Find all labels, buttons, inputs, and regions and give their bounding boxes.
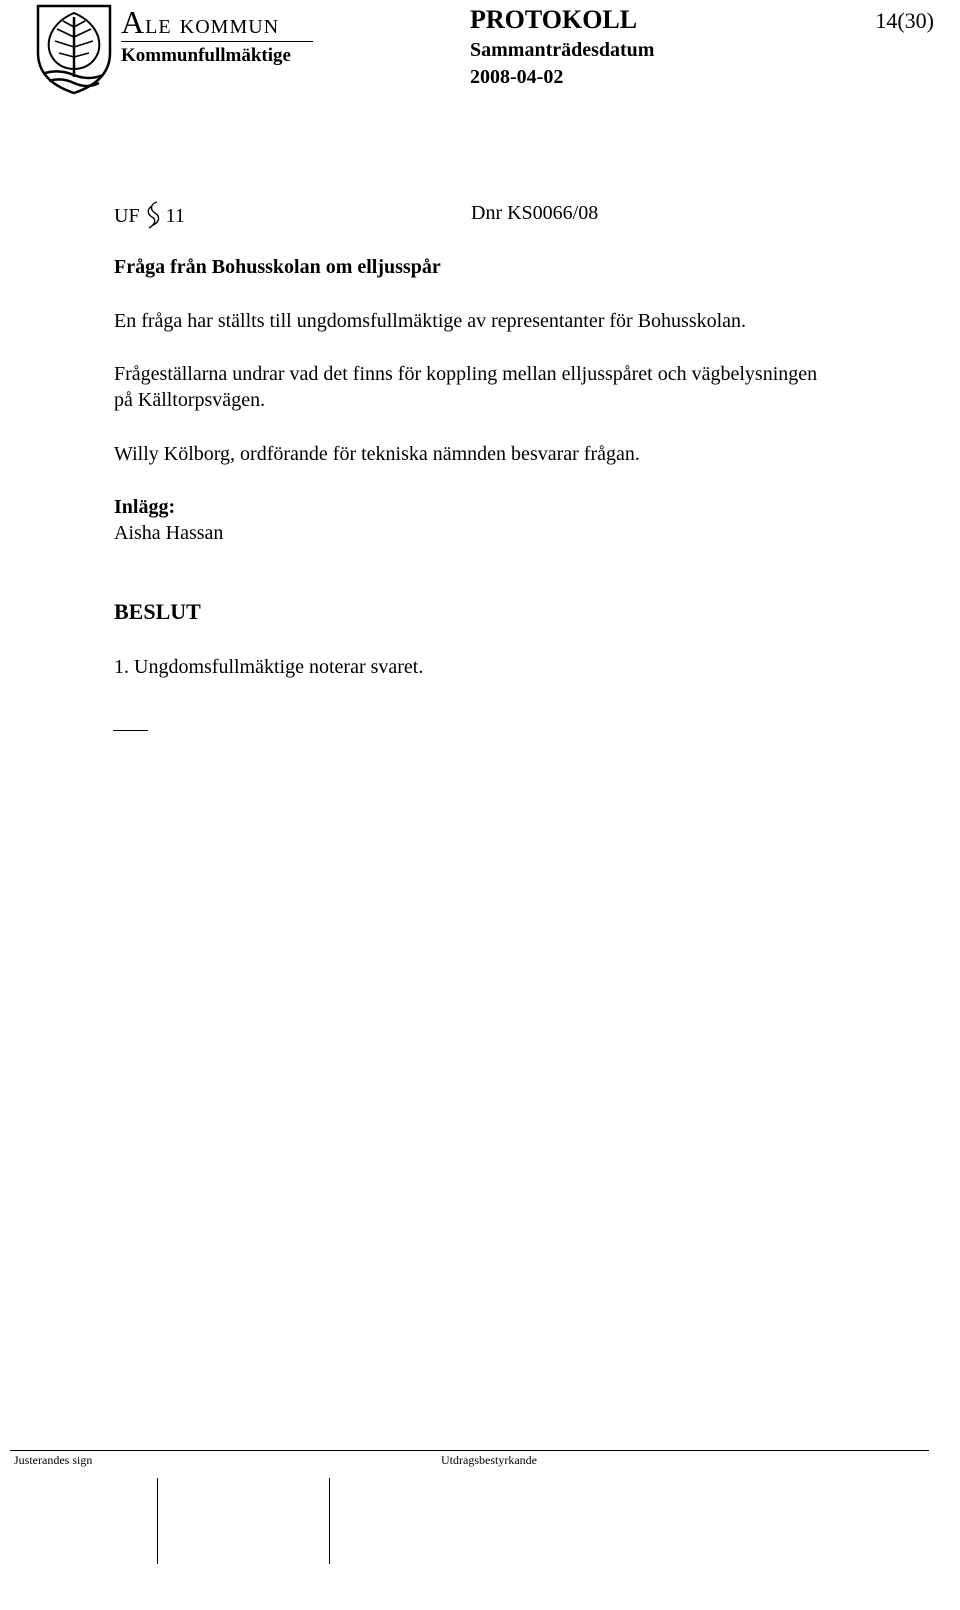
footer-rule: [10, 1450, 929, 1451]
document-type: PROTOKOLL: [470, 5, 638, 34]
section-heading: Fråga från Bohusskolan om elljusspår: [114, 256, 441, 278]
inlagg-speaker: Aisha Hassan: [114, 522, 224, 544]
paragraph-1: En fråga har ställts till ungdomsfullmäktige av representanter för Bohusskolan.: [114, 310, 747, 332]
meeting-date: 2008-04-02: [470, 66, 564, 88]
paragraph-2-line-2: på Källtorpsvägen.: [114, 389, 266, 411]
org-name-initial: A: [121, 4, 146, 40]
decision-heading: BESLUT: [114, 599, 201, 624]
section-sign-icon: [144, 200, 162, 230]
ale-kommun-logo: [35, 3, 113, 95]
section-id: [114, 200, 185, 230]
org-name-rule: [121, 41, 313, 42]
signature-divider: [329, 1478, 330, 1564]
page-number: 14(30): [875, 8, 934, 33]
footer-utdragsbestyrkande: Utdragsbestyrkande: [441, 1453, 537, 1467]
footer-justerandes-sign: Justerandes sign: [14, 1453, 93, 1467]
diary-number: Dnr KS0066/08: [471, 202, 599, 224]
section-prefix: UF: [114, 205, 140, 227]
meeting-date-label: Sammanträdesdatum: [470, 39, 655, 61]
paragraph-3: Willy Kölborg, ordförande för tekniska nämnden besvarar frågan.: [114, 443, 640, 465]
signature-divider: [157, 1478, 158, 1564]
decision-item: 1. Ungdomsfullmäktige noterar svaret.: [114, 656, 424, 678]
paragraph-2-line-1: Frågeställarna undrar vad det finns för koppling mellan elljusspåret och vägbelysningen: [114, 363, 818, 385]
org-name: [121, 4, 279, 42]
section-number: 11: [165, 205, 185, 227]
inlagg-label: Inlägg:: [114, 496, 176, 518]
end-rule: [113, 730, 148, 731]
org-subtitle: Kommunfullmäktige: [121, 45, 291, 66]
org-name-rest: le kommun: [145, 8, 280, 40]
